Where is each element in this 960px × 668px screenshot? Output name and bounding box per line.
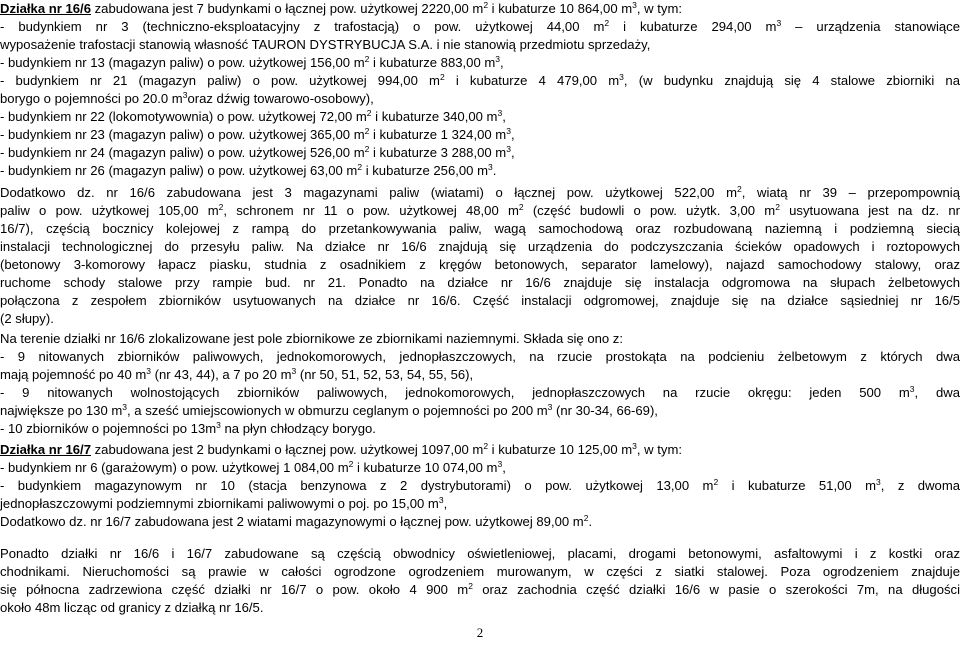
text-line: paliw o pow. użytkowej 105,00 $m^2$, schronem nr 11 o pow. użytkowej 48,00 $m^2$ (część budowli o pow. użytk. 3,00 $m^2$ usytuowana jest na dz. nr <box>0 202 960 218</box>
text-line: - 9 nitowanych zbiorników paliwowych, jednokomorowych, jednopłaszczowych, na rzucie prostokąta na podcieniu żelbetowym z których dwa <box>0 349 960 364</box>
text-line: Ponadto działki nr 16/6 i 16/7 zabudowane są częścią obwodnicy oświetleniowej, placami, drogami betonowymi, asfaltowymi i z kostki oraz <box>0 546 960 561</box>
text-line: borygo o pojemności po 20.0 $m^3oraz$ dźwig towarowo-osobowy), <box>0 90 374 106</box>
text-line: (betonowy 3-komorowy łapacz piasku, studnia z osadnikiem z kręgów betonowych, separator lamelowy), najazd samochodowy stalowy, oraz <box>0 257 960 272</box>
text-line: ruchome schody stalowe przy rampie bud. nr 21. Ponadto na działce nr 16/6 znajduje się instalacja odgromowa na słupach żelbetowych <box>0 275 960 290</box>
text-line: - budynkiem nr 13 (magazyn paliw) o pow. użytkowej 156,00 $m^2$ i kubaturze 883,00 $m^3$, <box>0 54 504 70</box>
text-line: największe po 130 $m^3$, a sześć umiejscowionych w obmurzu ceglanym o pojemności po 200 $m^3$ (nr 30-34, 66-69), <box>0 402 658 418</box>
text-line: 16/7), częścią bocznicy kolejowej z rampą do przetankowywania paliw, wagą samochodową oraz rozbudowaną naziemną i podziemną siecią <box>0 221 960 236</box>
text-line: - budynkiem nr 26 (magazyn paliw) o pow. użytkowej 63,00 $m^2$ i kubaturze 256,00 $m^3$. <box>0 162 497 178</box>
text-line: chodnikami. Nieruchomości są prawie w całości ogrodzone ogrodzeniem murowanym, w części z siatki stalowej. Poza ogrodzeniem znajduje <box>0 564 960 579</box>
text-line: - 10 zbiorników o pojemności po $13m^3$ na płyn chłodzący borygo. <box>0 420 376 436</box>
text-line: około 48m licząc od granicy z działką nr 16/5. <box>0 600 264 615</box>
text-line: mają pojemność po 40 $m^3$ (nr 43, 44), a 7 po 20 $m^3$ (nr 50, 51, 52, 53, 54, 55, 56), <box>0 366 474 382</box>
text-line: jednopłaszczowymi podziemnymi zbiornikami paliwowymi o poj. po 15,00 $m^3$, <box>0 495 448 511</box>
text-line: Dodatkowo dz. nr 16/7 zabudowana jest 2 wiatami magazynowymi o łącznej pow. użytkowej 89,00 $m^2$. <box>0 513 593 529</box>
text-line: instalacji technologicznej do przesyłu paliw. Na działce nr 16/6 znajdują się urządzenia do podczyszczania ścieków opadowych i roztopowych <box>0 239 960 254</box>
text-line: Na terenie działki nr 16/6 zlokalizowane jest pole zbiornikowe ze zbiornikami naziemnymi. Składa się ono z: <box>0 331 623 346</box>
text-line: się północna zadrzewiona część działki nr 16/7 o pow. około 4 900 $m^2$ oraz zachodnia część działki 16/6 w pasie o szerokości 7m, na długości <box>0 581 960 597</box>
page-number: 2 <box>476 625 484 640</box>
text-line: - budynkiem nr 24 (magazyn paliw) o pow. użytkowej 526,00 $m^2$ i kubaturze 3 288,00 $m^3$, <box>0 144 515 160</box>
text-line: - budynkiem nr 6 (garażowym) o pow. użytkowej 1 084,00 $m^2$ i kubaturze 10 074,00 $m^3$, <box>0 459 506 475</box>
text-line: - budynkiem nr 22 (lokomotywownia) o pow. użytkowej 72,00 $m^2$ i kubaturze 340,00 $m^3$, <box>0 108 506 124</box>
text-line: Działka nr 16/6 zabudowana jest 7 budynkami o łącznej pow. użytkowej 2220,00 $m^2$ i kubaturze 10 864,00 $m^3$, w tym: <box>0 0 683 16</box>
text-line: Dodatkowo dz. nr 16/6 zabudowana jest 3 magazynami paliw (wiatami) o łącznej pow. użytkowej 522,00 $m^2$, wiatą nr 39 – przepompownią <box>0 184 960 200</box>
text-line: - 9 nitowanych wolnostojących zbiorników paliwowych, jednokomorowych, jednopłaszczowych na rzucie okręgu: jeden 500 $m^3$, dwa <box>0 384 960 400</box>
text-line: wyposażenie trafostacji stanowią własność TAURON DYSTRYBUCJA S.A. i nie stanowią przedmiotu sprzedaży, <box>0 37 651 52</box>
parcel-heading: Działka nr 16/7 <box>0 442 91 457</box>
text-line: - budynkiem magazynowym nr 10 (stacja benzynowa z 2 dystrybutorami) o pow. użytkowej 13,00 $m^2$ i kubaturze 51,00 $m^3$, z dwoma <box>0 477 960 493</box>
text-line: - budynkiem nr 23 (magazyn paliw) o pow. użytkowej 365,00 $m^2$ i kubaturze 1 324,00 $m^3$, <box>0 126 515 142</box>
text-line: - budynkiem nr 21 (magazyn paliw) o pow. użytkowej 994,00 $m^2$ i kubaturze 4 479,00 $m^3$, (w budynku znajdują się 4 stalowe zbiorniki na <box>0 72 960 88</box>
text-line: połączona z zespołem zbiorników usytuowanych na działce nr 16/6. Część instalacji odgromowej, znajduje się na działce sąsiedniej nr 16/5 <box>0 293 960 308</box>
text-line: (2 słupy). <box>0 311 54 326</box>
text-line: - budynkiem nr 3 (techniczno-eksploatacyjny z trafostacją) o pow. użytkowej 44,00 $m^2$ i kubaturze 294,00 $m^3$ – urządzenia stanowiące <box>0 18 960 34</box>
parcel-heading: Działka nr 16/6 <box>0 1 91 16</box>
text-line: Działka nr 16/7 zabudowana jest 2 budynkami o łącznej pow. użytkowej 1097,00 $m^2$ i kubaturze 10 125,00 $m^3$, w tym: <box>0 441 683 457</box>
